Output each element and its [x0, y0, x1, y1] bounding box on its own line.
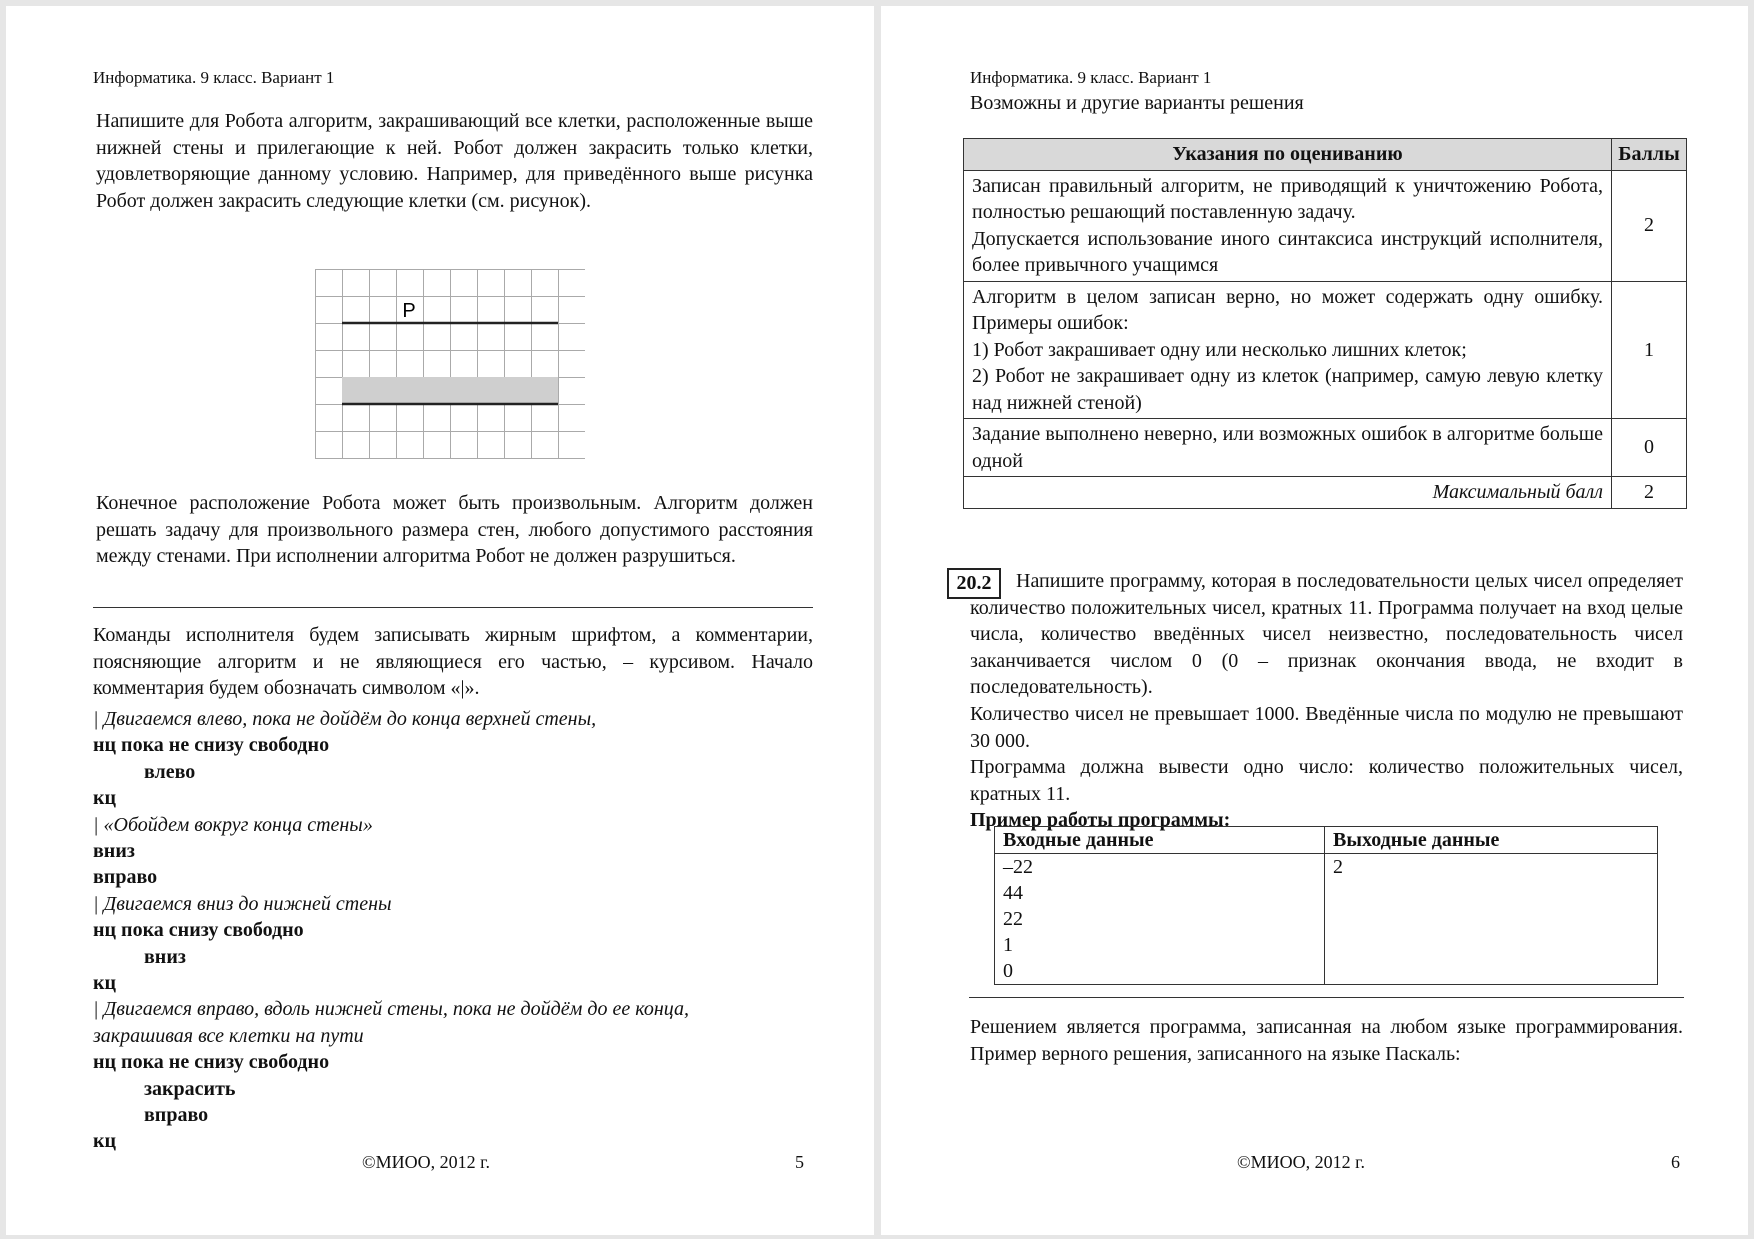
code-command: вправо [93, 866, 158, 889]
task-text: Напишите программу, которая в последовательности целых чисел определяет количество положительных чисел, кратных 11. Программа получает на вход целые числа, количество введённых чисел неизвестно, последовательность чисел заканчивается числом 0 (0 – признак окончания ввода, не входит в последовательность). [970, 570, 1683, 698]
max-score-label: Максимальный балл [964, 477, 1612, 509]
code-comment: | «Обойдем вокруг конца стены» [93, 813, 373, 836]
code-command: нц пока снизу свободно [93, 919, 304, 942]
output-value [1325, 958, 1658, 985]
io-row [995, 854, 1658, 881]
code-command: вниз [93, 840, 135, 862]
criteria-line: 1) Робот закрашивает одну или несколько лишних клеток; [972, 338, 1467, 361]
output-value [1325, 880, 1658, 906]
task-intro: Напишите для Робота алгоритм, закрашивающий все клетки, расположенные выше нижней стены и прилегающие к ней. Робот должен закрасить только клетки, удовлетворяющие данному условию. Например, для приведённого выше рисунка Робот должен закрасить следующие клетки (см. рисунок). [96, 110, 813, 212]
code-comment: закрашивая все клетки на пути [93, 1024, 364, 1047]
io-row [995, 906, 1658, 932]
criteria-line: Алгоритм в целом записан верно, но может содержать одну ошибку. Примеры ошибок: [972, 285, 1603, 334]
input-value: 1 [995, 932, 1325, 958]
scoring-table [963, 138, 1687, 509]
code-comment: | Двигаемся вправо, вдоль нижней стены, пока не дойдём до ее конца, [93, 998, 690, 1021]
code-command: вниз [144, 945, 186, 968]
criteria-cell [964, 281, 1612, 419]
code-command: влево [144, 760, 196, 783]
robot-label: Р [402, 300, 416, 322]
criteria-line: Допускается использование иного синтаксиса инструкций исполнителя, более привычного учащимся [972, 227, 1603, 276]
criteria-line: 2) Робот не закрашивает одну из клеток (например, самую левую клетку над нижней стеной) [972, 365, 1603, 414]
code-command: кц [93, 787, 117, 810]
criteria-line: Задание выполнено неверно, или возможных ошибок в алгоритме больше одной [972, 423, 1603, 472]
criteria-cell [964, 419, 1612, 477]
input-value: 44 [995, 880, 1325, 906]
max-score-row [964, 477, 1687, 509]
col-input: Входные данные [995, 827, 1325, 854]
footer-copyright: ©МИОО, 2012 г. [1237, 1152, 1366, 1172]
output-value [1325, 906, 1658, 932]
points-cell: 0 [1612, 419, 1687, 477]
robot-field-grid [315, 269, 585, 461]
task-number: 20.2 [947, 568, 1001, 599]
code-command: кц [93, 1130, 117, 1153]
input-value: –22 [995, 854, 1325, 881]
io-example-table [994, 826, 1658, 985]
solution-text: Решением является программа, записанная на любом языке программирования. Пример верного решения, записанного на языке Паскаль: [970, 1016, 1683, 1065]
page-number: 5 [795, 1152, 804, 1172]
code-comment: | Двигаемся вниз до нижней стены [93, 892, 392, 915]
col-criteria: Указания по оцениванию [964, 139, 1612, 171]
limits-text: Количество чисел не превышает 1000. Введённые числа по модулю не превышают 30 000. [970, 703, 1683, 752]
divider [969, 997, 1684, 998]
code-command: закрасить [144, 1077, 236, 1100]
code-command: кц [93, 972, 117, 994]
io-row [995, 932, 1658, 958]
max-score-value: 2 [1612, 477, 1687, 509]
input-value: 0 [995, 958, 1325, 985]
io-row [995, 880, 1658, 906]
code-command: вправо [144, 1104, 209, 1126]
col-output: Выходные данные [1325, 827, 1658, 854]
code-comment: | Двигаемся влево, пока не дойдём до конца верхней стены, [93, 708, 597, 730]
task-outro: Конечное расположение Робота может быть произвольным. Алгоритм должен решать задачу для произвольного размера стен, любого допустимого расстояния между стенами. При исполнении алгоритма Робот не должен разрушиться. [96, 492, 813, 567]
code-command: нц пока не снизу свободно [93, 1051, 330, 1074]
painted-cells [342, 377, 558, 404]
output-value [1325, 932, 1658, 958]
points-cell: 2 [1612, 170, 1687, 281]
scoring-row [964, 419, 1687, 477]
page-right [881, 6, 1748, 1235]
page-header: Информатика. 9 класс. Вариант 1 [970, 68, 1212, 87]
divider [93, 607, 813, 608]
scoring-row [964, 281, 1687, 419]
io-row [995, 958, 1658, 985]
scoring-row [964, 170, 1687, 281]
subtitle: Возможны и другие варианты решения [970, 92, 1304, 114]
page-header: Информатика. 9 класс. Вариант 1 [93, 68, 335, 87]
criteria-line: Записан правильный алгоритм, не приводящий к уничтожению Робота, полностью решающий поставленную задачу. [972, 174, 1603, 223]
grid-lines [315, 269, 585, 459]
points-cell: 1 [1612, 281, 1687, 419]
code-command: нц пока не снизу свободно [93, 734, 330, 757]
col-points: Баллы [1612, 139, 1687, 171]
footer-copyright: ©МИОО, 2012 г. [362, 1152, 491, 1172]
criteria-cell [964, 170, 1612, 281]
output-value: 2 [1325, 854, 1658, 881]
commands-note: Команды исполнителя будем записывать жирным шрифтом, а комментарии, поясняющие алгоритм и не являющиеся его частью, – курсивом. Начало комментария будем обозначать символом «|». [93, 624, 813, 699]
output-text: Программа должна вывести одно число: количество положительных чисел, кратных 11. [970, 756, 1683, 805]
example-title: Пример работы программы: [970, 809, 1231, 831]
input-value: 22 [995, 906, 1325, 932]
page-number: 6 [1671, 1152, 1680, 1172]
page-left [6, 6, 874, 1235]
